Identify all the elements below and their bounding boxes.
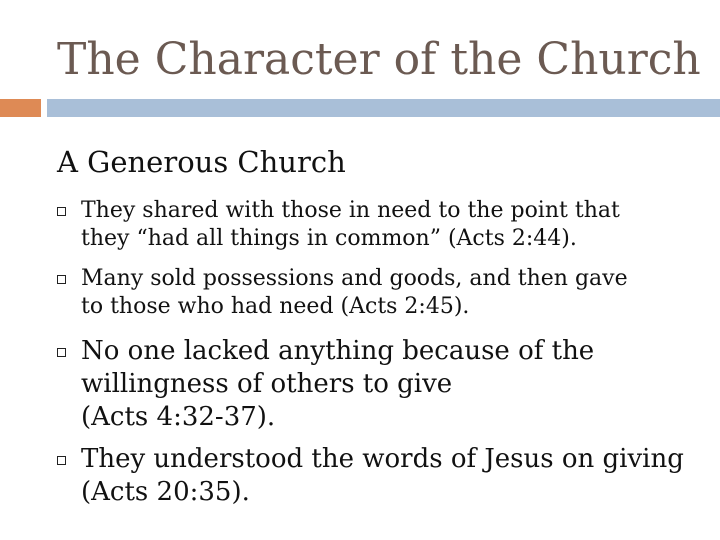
square-bullet-icon (57, 207, 66, 216)
slide-title: The Character of the Church (57, 34, 701, 85)
bullet-text: Many sold possessions and goods, and then gave to those who had need (Acts 2:45). (81, 266, 628, 319)
accent-bar-orange (0, 99, 41, 117)
square-bullet-icon (57, 348, 66, 357)
square-bullet-icon (57, 456, 66, 465)
bullet-text: No one lacked anything because of the willingness of others to give (Acts 4:32-37). (81, 336, 595, 432)
bullet-text: They understood the words of Jesus on giving (Acts 20:35). (81, 444, 684, 507)
square-bullet-icon (57, 275, 66, 284)
bullet-text: They shared with those in need to the point that they “had all things in common” (Acts 2:44). (81, 198, 620, 251)
accent-bar-blue (47, 99, 720, 117)
slide-subtitle: A Generous Church (57, 145, 346, 179)
